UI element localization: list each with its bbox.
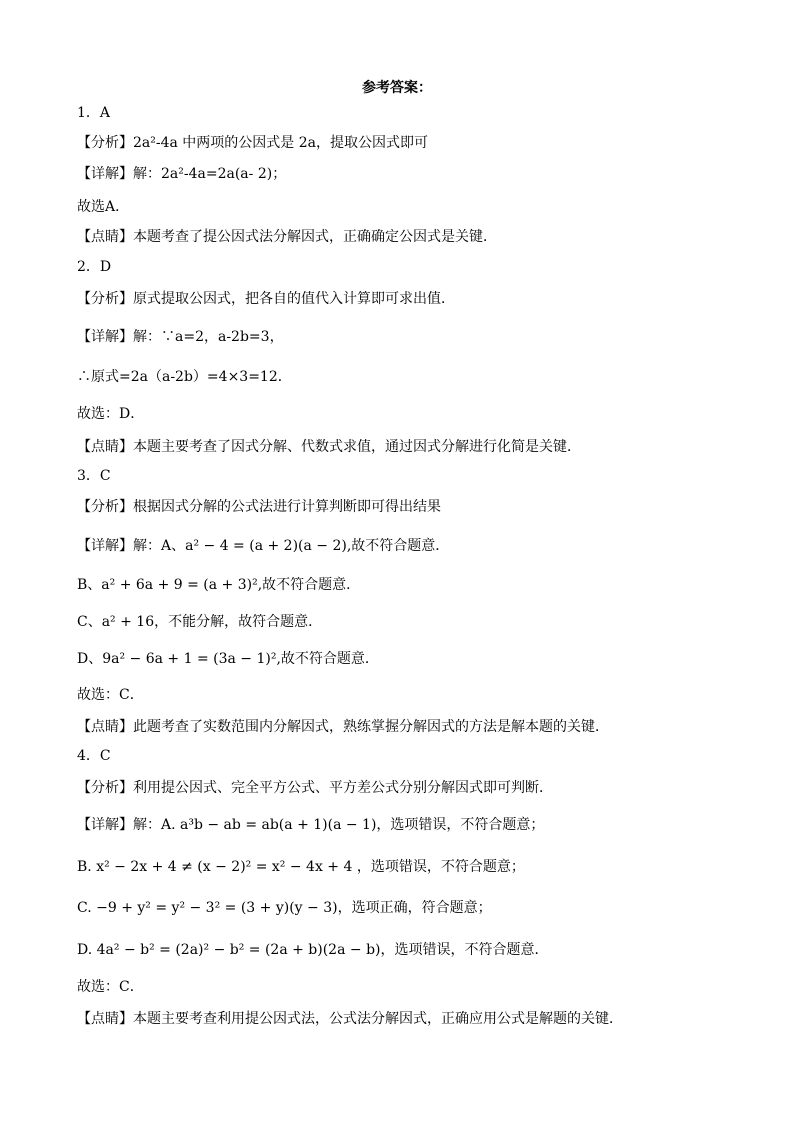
answer-3-option-d: D、9a² − 6a + 1 = (3a − 1)²,故不符合题意． <box>77 651 379 667</box>
answer-1-detail: 【详解】解：2a²-4a=2a(a- 2)； <box>77 166 287 182</box>
page-title: 参考答案： <box>362 80 432 96</box>
answer-1-comment: 【点睛】本题考查了提公因式法分解因式，正确确定公因式是关键． <box>77 229 497 245</box>
answer-3-option-b: B、a² + 6a + 9 = (a + 3)²,故不符合题意． <box>77 577 361 593</box>
answer-2-analysis: 【分析】原式提取公因式，把各自的值代入计算即可求出值． <box>77 291 455 307</box>
answer-3-comment: 【点睛】此题考查了实数范围内分解因式，熟练掌握分解因式的方法是解本题的关键． <box>77 719 609 735</box>
answer-4-choice: 4．C <box>77 748 111 764</box>
answer-4-analysis: 【分析】利用提公因式、完全平方公式、平方差公式分别分解因式即可判断． <box>77 780 553 796</box>
answer-1-choice: 1．A <box>77 105 111 121</box>
answer-4-detail-a: 【详解】解：A. a³b − ab = ab(a + 1)(a − 1)，选项错误，不符合题意； <box>77 817 545 833</box>
answer-3-detail-a: 【详解】解：A、a² − 4 = (a + 2)(a − 2),故不符合题意． <box>77 538 450 554</box>
answer-2-formula: ∴原式=2a（a-2b）=4×3=12． <box>77 369 292 385</box>
answer-4-option-c: C. −9 + y² = y² − 3² = (3 + y)(y − 3)，选项正确，符合题意； <box>77 900 492 916</box>
answer-4-selection: 故选：C． <box>77 979 144 995</box>
answer-3-selection: 故选：C． <box>77 687 144 703</box>
answer-4-option-b: B. x² − 2x + 4 ≠ (x − 2)² = x² − 4x + 4 ，选项错误，不符合题意； <box>77 859 525 875</box>
answer-4-option-d: D. 4a² − b² = (2a)² − b² = (2a + b)(2a − b)，选项错误，不符合题意． <box>77 942 549 958</box>
answer-3-choice: 3．C <box>77 468 111 484</box>
answer-2-comment: 【点睛】本题主要考查了因式分解、代数式求值，通过因式分解进行化简是关键． <box>77 439 581 455</box>
answer-2-detail: 【详解】解：∵a=2，a-2b=3， <box>77 329 284 345</box>
answer-3-option-c: C、a² + 16，不能分解，故符合题意． <box>77 614 323 630</box>
answer-1-selection: 故选A． <box>77 199 130 215</box>
answer-2-selection: 故选：D． <box>77 406 145 422</box>
answer-3-analysis: 【分析】根据因式分解的公式法进行计算判断即可得出结果 <box>77 499 441 515</box>
answer-1-analysis: 【分析】2a²-4a 中两项的公因式是 2a，提取公因式即可 <box>77 135 429 151</box>
answer-2-choice: 2．D <box>77 259 112 275</box>
answer-4-comment: 【点睛】本题主要考查利用提公因式法，公式法分解因式，正确应用公式是解题的关键． <box>77 1011 623 1027</box>
